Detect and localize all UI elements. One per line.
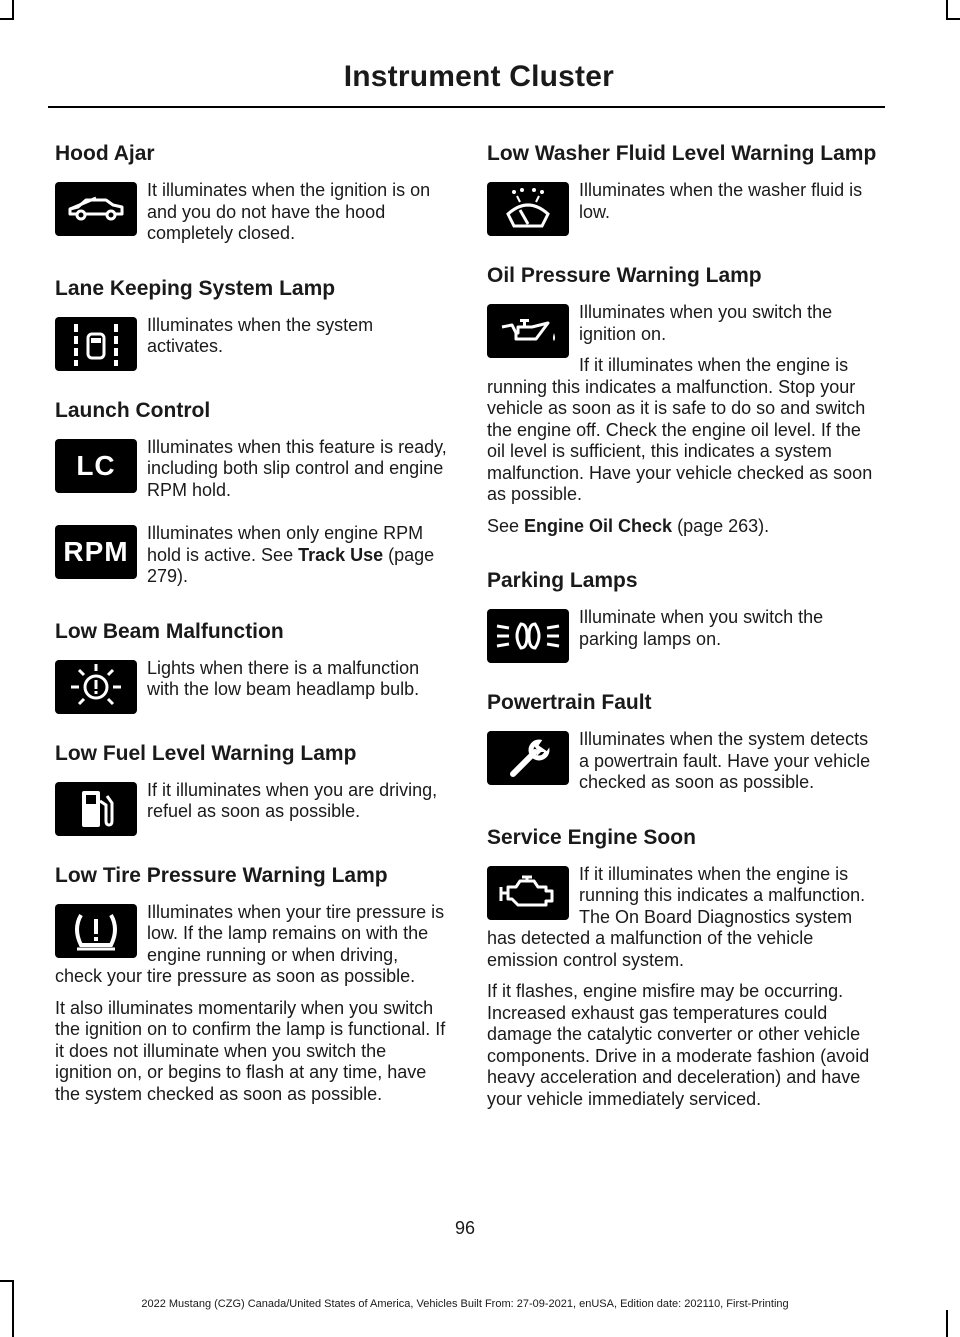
section-text — [487, 516, 879, 538]
rpm-text-page: (page 279). — [147, 544, 435, 586]
launch-lc-row — [55, 437, 447, 512]
see-text: See — [487, 515, 525, 536]
section-title: Launch Control — [55, 398, 211, 422]
section-text: Illuminates when this feature is ready, including both slip control and engine RPM hold. — [147, 436, 447, 500]
left-column — [55, 142, 447, 1137]
section-powertrain-fault — [487, 691, 879, 804]
section-text: If it illuminates when the engine is running this indicates a malfunction. The On Board Diagnostics system has detected a malfunction of the vehicle emission control system. — [487, 863, 866, 970]
section-title: Service Engine Soon — [487, 825, 696, 849]
section-text: Illuminates when the system detects a powertrain fault. Have your vehicle checked as soon as possible. — [579, 729, 871, 792]
track-use-link[interactable]: Track Use — [298, 544, 384, 565]
section-oil-pressure — [487, 264, 879, 547]
section-text: If it flashes, engine misfire may be occurring. Increased exhaust gas temperatures could damage the catalytic converter or other vehicle components. Drive in a moderate fashion (avoid heavy acceleration and deceleration) and have your vehicle immediately serviced. — [487, 981, 870, 1109]
section-text: Illuminate when you switch the parking lamps on. — [579, 607, 824, 649]
wrench-icon — [487, 731, 569, 785]
crop-mark-top-right — [946, 0, 948, 20]
fuel-pump-icon — [55, 782, 137, 836]
rpm-hold-icon — [55, 525, 137, 579]
section-washer-fluid — [487, 142, 879, 242]
rpm-text: Illuminates when only engine RPM hold is active. See — [147, 523, 424, 565]
section-launch-control — [55, 399, 447, 598]
section-service-engine — [487, 826, 879, 1121]
section-title: Lane Keeping System Lamp — [55, 276, 336, 300]
tire-pressure-icon — [55, 904, 137, 958]
crop-mark-bottom-left-h — [0, 1280, 14, 1282]
section-lane-keeping — [55, 277, 447, 377]
crop-mark-top-left — [12, 0, 14, 20]
section-text: Illuminates when your tire pressure is low. If the lamp remains on with the engine running or when driving, check your tire pressure as soon as possible. — [55, 901, 445, 986]
section-text: If it illuminates when the engine is running this indicates a malfunction. Stop your vehicle as soon as it is safe to do so and switch the engine off. Check the engine oil level. If the oil level is sufficient, this indicates a system malfunction. Have your vehicle checked as soon as possible. — [487, 355, 873, 504]
engine-oil-check-link[interactable]: Engine Oil Check — [524, 515, 673, 536]
section-title: Low Beam Malfunction — [55, 619, 284, 643]
section-text: Lights when there is a malfunction with the low beam headlamp bulb. — [147, 657, 420, 699]
oil-can-icon — [487, 304, 569, 358]
section-text: If it illuminates when you are driving, refuel as soon as possible. — [147, 779, 438, 821]
check-engine-icon — [487, 866, 569, 920]
section-tire-pressure — [55, 864, 447, 1116]
section-text: Illuminates when the system activates. — [147, 314, 374, 356]
section-title: Low Fuel Level Warning Lamp — [55, 741, 357, 765]
section-text: Illuminates when you switch the ignition on. — [579, 302, 833, 344]
section-low-fuel — [55, 742, 447, 842]
section-title: Parking Lamps — [487, 569, 638, 592]
section-hood-ajar — [55, 142, 447, 255]
lane-keeping-icon — [55, 317, 137, 371]
crop-mark-bottom-right — [946, 1310, 948, 1337]
washer-fluid-icon — [487, 182, 569, 236]
footer: 2022 Mustang (CZG) Canada/United States of America, Vehicles Built From: 27-09-2021, enUSA, Edition date: 202110, First-Printing — [141, 1298, 789, 1310]
section-parking-lamps — [487, 569, 879, 669]
section-low-beam — [55, 620, 447, 720]
section-title: Low Tire Pressure Warning Lamp — [55, 863, 388, 887]
page-number: 96 — [454, 1218, 476, 1238]
right-column — [487, 142, 879, 1142]
crop-mark-top-right-h — [946, 18, 960, 20]
section-title: Oil Pressure Warning Lamp — [487, 264, 762, 287]
parking-lamps-icon — [487, 609, 569, 663]
lc-icon-label: LC — [76, 449, 116, 481]
hood-ajar-icon — [55, 182, 137, 236]
section-title: Low Washer Fluid Level Warning Lamp — [487, 142, 877, 165]
header-rule — [48, 106, 885, 108]
see-page: (page 263). — [672, 515, 770, 536]
low-beam-malfunction-icon — [55, 660, 137, 714]
section-title: Powertrain Fault — [487, 691, 652, 714]
launch-rpm-row — [55, 523, 447, 598]
page-title: Instrument Cluster — [343, 60, 614, 93]
rpm-icon-label: RPM — [63, 536, 129, 567]
section-text: Illuminates when the washer fluid is low. — [579, 180, 863, 222]
crop-mark-top-left-h — [0, 18, 14, 20]
section-text: It illuminates when the ignition is on and you do not have the hood completely closed. — [147, 180, 431, 243]
launch-control-icon — [55, 439, 137, 493]
section-title: Hood Ajar — [55, 142, 155, 165]
section-text: It also illuminates momentarily when you switch the ignition on to confirm the lamp is functional. If it does not illuminate when you switch the ignition on, or begins to flash at any time, have the system checked as soon as possible. — [55, 997, 446, 1104]
